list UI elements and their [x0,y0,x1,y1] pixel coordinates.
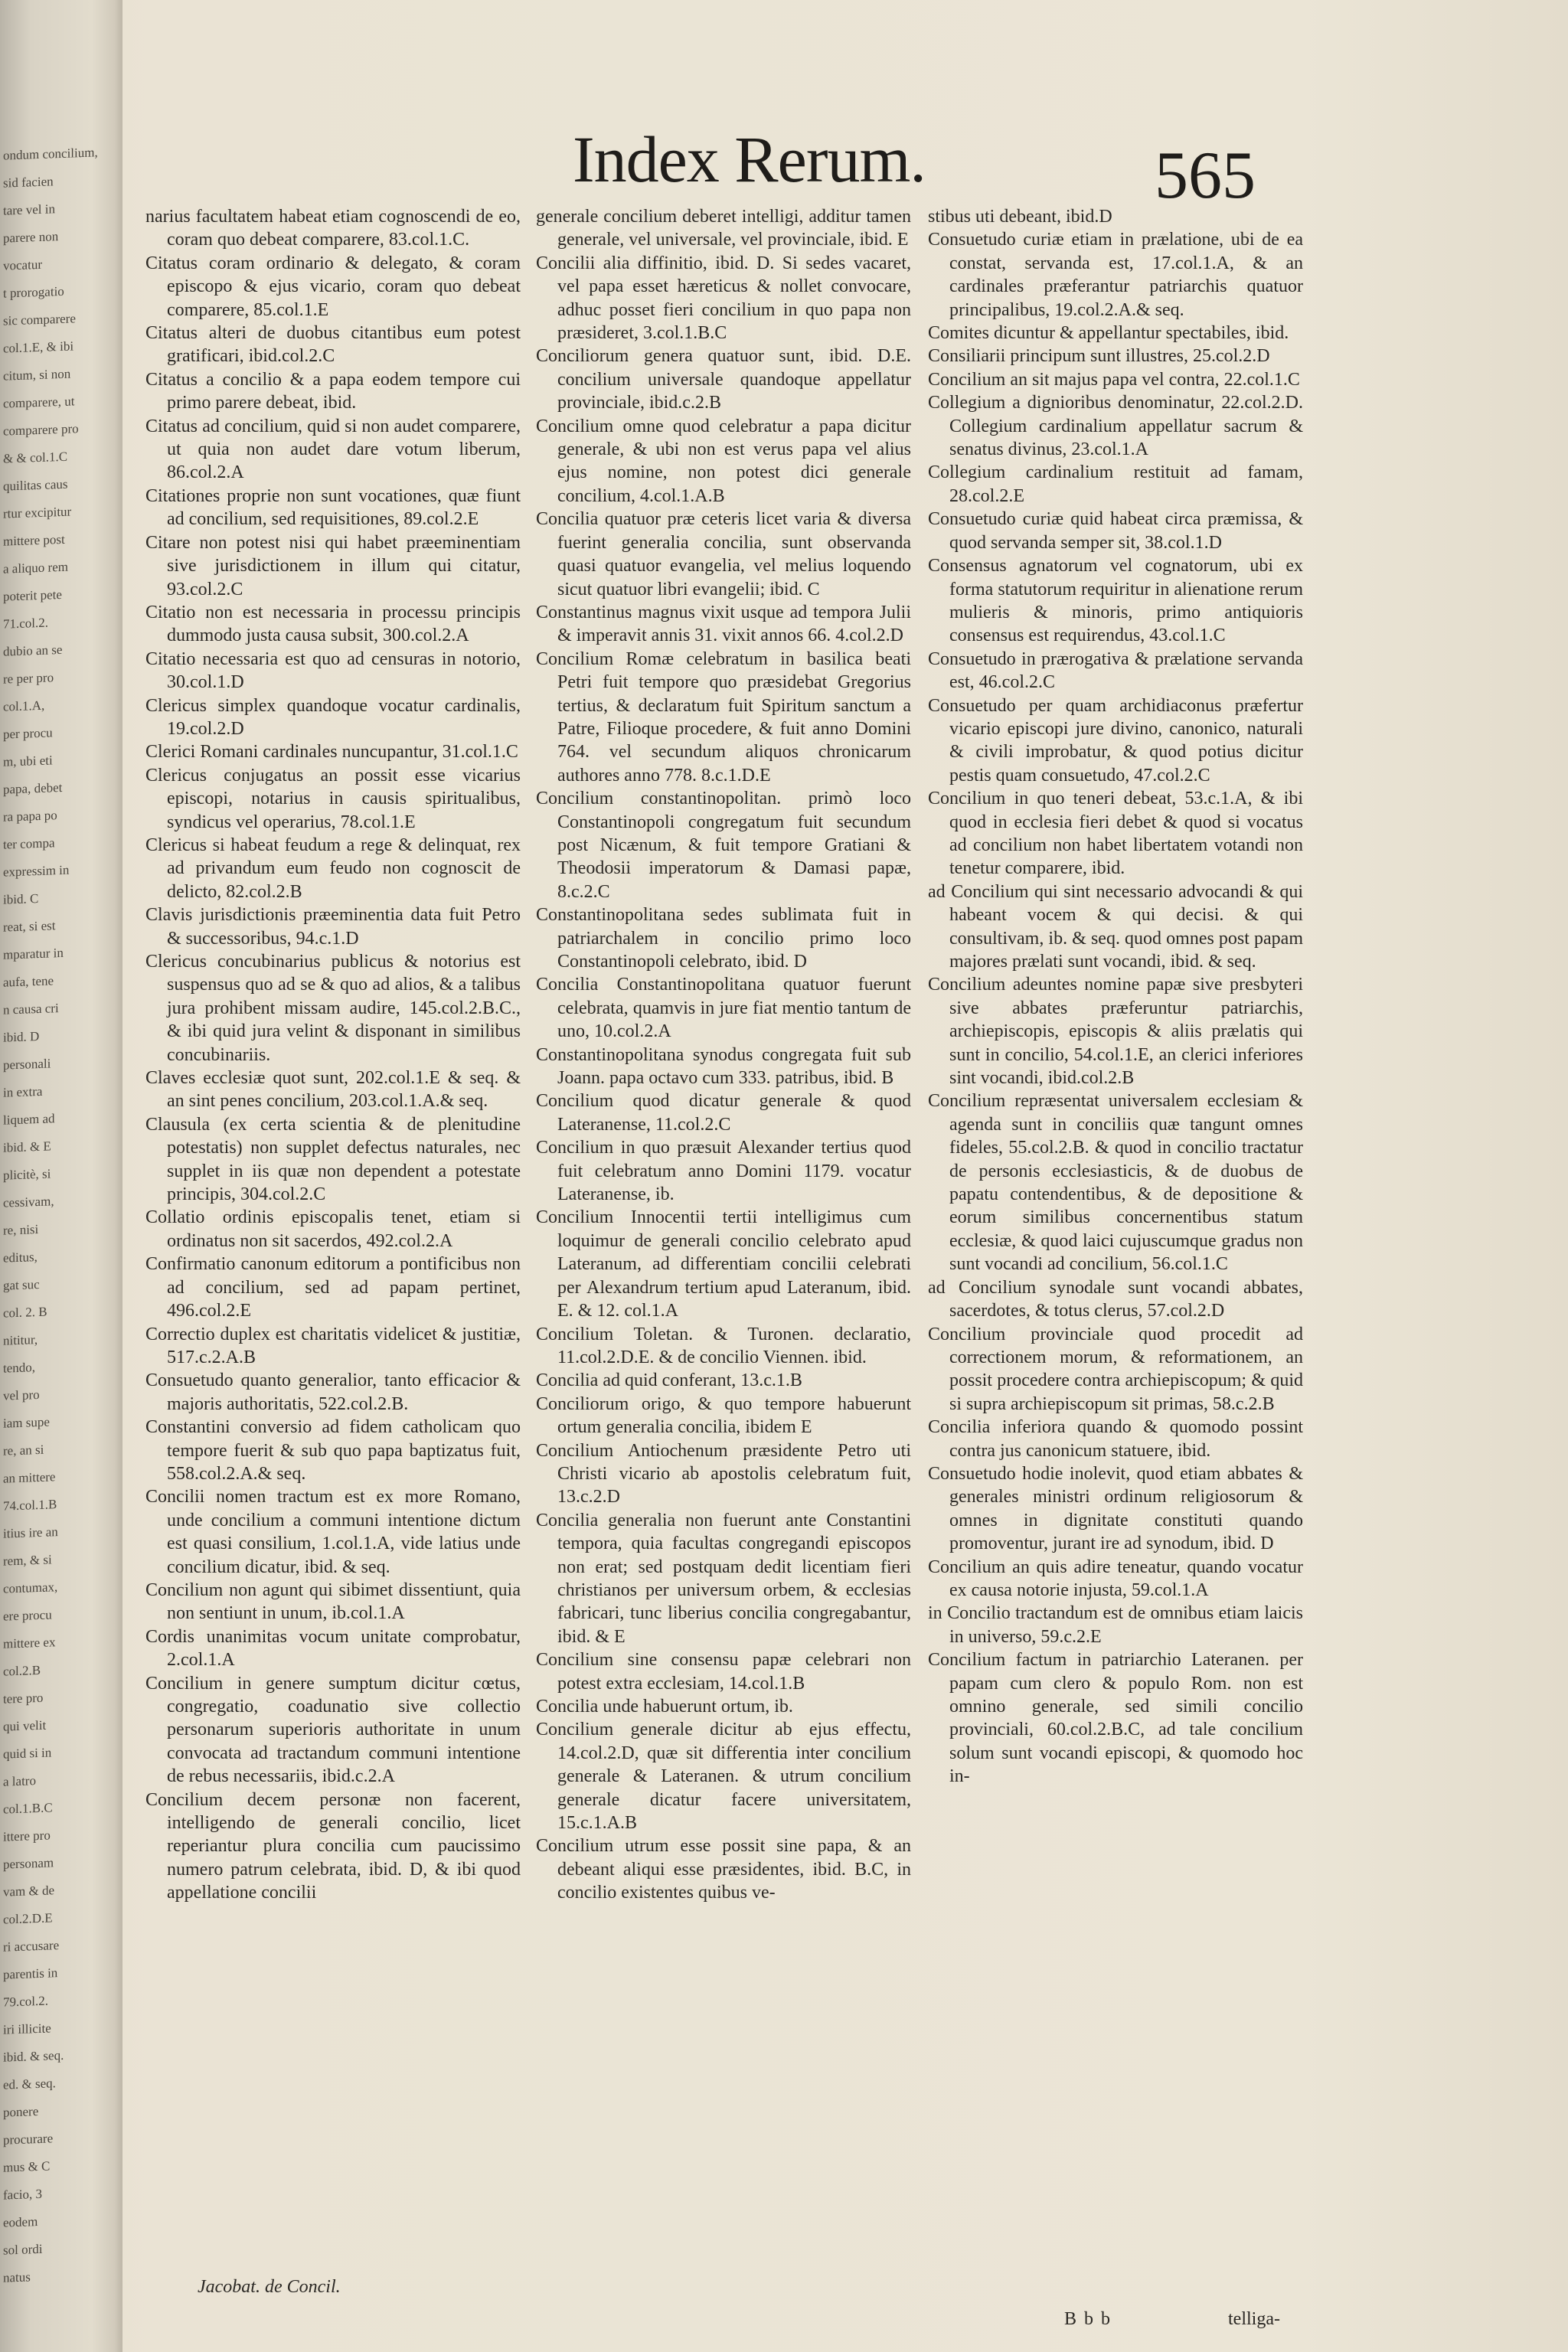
gutter-text-fragment: quid si in [3,1745,52,1762]
gutter-text-fragment: cessivam, [3,1194,54,1210]
index-entry: Concilium utrum esse possit sine papa, & an debeant aliqui esse præsidentes, ibid. B.C, in concilio existentes quibus ve- [536,1836,911,1903]
index-entry: Cordis unanimitas vocum unitate comprobatur, 2.col.1.A [145,1626,521,1671]
index-entry: Concilium non agunt qui sibimet dissentiunt, quia non sentiunt in unum, ib.col.1.A [145,1579,521,1624]
index-entry: Collegium a dignioribus denominatur, 22.col.2.D. Collegium cardinalium appellatur sacrum & senatus divinus, 23.col.1.A [928,393,1303,460]
index-entry: Consiliarii principum sunt illustres, 25.col.2.D [928,346,1270,367]
index-entry: Concilium constantinopolitan. primò loco Constantinopoli congregatum fuit secundum post Nicænum, & fuit tempore Gratiani & Theodosii imperatorum & Damasi papæ, 8.c.2.C [536,789,911,902]
gutter-text-fragment: re per pro [3,670,54,687]
gutter-text-fragment: personali [3,1056,51,1073]
index-entry: ad Concilium qui sint necessario advocandi & qui habeant vocem & qui decisi. & qui consultivam, ib. & seq. quod omnes post papam majores prælati sunt vocandi, ibid. & seq. [928,881,1303,972]
gutter-text-fragment: qui velit [3,1717,47,1734]
gutter-text-fragment: personam [3,1855,54,1872]
index-entry: Citatio necessaria est quo ad censuras in notorio, 30.col.1.D [145,648,521,693]
index-entry: Constantinopolitana sedes sublimata fuit in patriarchalem in concilio primo loco Constantinopoli celebrato, ibid. D [536,905,911,972]
index-entry: Claves ecclesiæ quot sunt, 202.col.1.E & seq. & an sint penes concilium, 203.col.1.A.& seq. [145,1068,521,1112]
index-entry: ad Concilium synodale sunt vocandi abbates, sacerdotes, & totus clerus, 57.col.2.D [928,1277,1303,1321]
gutter-text-fragment: & & col.1.C [3,449,68,466]
gutter-text-fragment: n causa cri [3,1001,59,1018]
index-entry: in Concilio tractandum est de omnibus etiam laicis in universo, 59.c.2.E [928,1603,1303,1647]
index-entry: Constantinopolitana synodus congregata fuit sub Joann. papa octavo cum 333. patribus, ibid. B [536,1044,911,1089]
index-entry: Concilium generale dicitur ab ejus effectu, 14.col.2.D, quæ sit differentia inter concilium generale & Lateranen. & utrum concilium generale dicatur facere universitatem, 15.c.1.A.B [536,1720,911,1834]
gutter-text-fragment: citum, si non [3,366,71,384]
index-entry: Concilium an quis adire teneatur, quando vocatur ex causa notorie injusta, 59.col.1.A [928,1557,1303,1600]
gutter-text-fragment: procurare [3,2131,54,2148]
index-entry: Concilia inferiora quando & quomodo possint contra jus canonicum statuere, ibid. [928,1417,1303,1461]
gutter-text-fragment: quilitas caus [3,476,68,494]
index-entry: Citare non potest nisi qui habet præeminentiam sive jurisdictionem in illum qui citatur, 93.col.2.C [145,532,521,599]
index-column-2 [536,205,911,2288]
index-entry: Concilium adeuntes nomine papæ sive presbyteri sive abbates præferuntur patriarchis, archiepiscopis, episcopis & aliis prælatis qui sunt in concilio, 54.col.1.E, an clerici inferiores sint vocandi, ibid.col.2.B [928,975,1303,1089]
gutter-text-fragment: expressim in [3,862,70,880]
gutter-text-fragment: mparatur in [3,945,64,962]
index-entry: stibus uti debeant, ibid.D [928,207,1112,227]
index-entry: Concilium provinciale quod procedit ad correctionem morum, & reformationem, an possit procedere contra archiepiscopum; & quid si supra archiepiscopum sit primas, 58.c.2.B [928,1324,1303,1414]
gutter-text-fragment: ere procu [3,1607,52,1624]
index-entry: Collatio ordinis episcopalis tenet, etiam si ordinatus non sit sacerdos, 492.col.2.A [145,1207,521,1251]
index-entry: Concilium decem personæ non facerent, intelligendo de generali concilio, licet reperiantur plura concilia cum paucissimo numero patrum celebrata, ibid. D, & ibi quod appellatione concilii [145,1789,521,1903]
index-entry: Concilium repræsentat universalem ecclesiam & agenda sunt in conciliis quæ tangunt omnes fideles, 55.col.2.B. & quod in concilio tractatur de personis ecclesiasticis, & de duobus de papatu contendentibus, & de depositione & eorum similibus concernentibus statum ecclesiæ, & quod laici cujuscumque gradus non sunt vocandi ad concilium, 56.col.1.C [928,1091,1303,1275]
index-entry: Concilia ad quid conferant, 13.c.1.B [536,1370,802,1391]
gutter-text-fragment: 71.col.2. [3,615,49,632]
index-entry: Conciliorum origo, & quo tempore habuerunt ortum generalia concilia, ibidem E [536,1393,911,1438]
index-entry: Concilium Innocentii tertii intelligimus cum loquimur de generali concilio celebrato apud Lateranum, ad differentiam concilii celebrati per Alexandrum tertium apud Lateranum, ibid. E. & 12. col.1.A [536,1207,911,1321]
index-entry: Citatus ad concilium, quid si non audet comparere, ut quia non audet dare votum liberum, 86.col.2.A [145,416,521,483]
index-entry: Concilia unde habuerunt ortum, ib. [536,1697,793,1717]
index-entry: Collegium cardinalium restituit ad famam, 28.col.2.E [928,462,1303,506]
gutter-text-fragment: mittere ex [3,1635,56,1651]
index-entry: Clavis jurisdictionis præeminentia data fuit Petro & successoribus, 94.c.1.D [145,905,521,949]
gutter-text-fragment: m, ubi eti [3,753,53,769]
index-entry: Citationes proprie non sunt vocationes, quæ fiunt ad concilium, sed requisitiones, 89.col.2.E [145,485,521,530]
gutter-text-fragment: tare vel in [3,201,55,218]
gutter-text-fragment: vel pro [3,1387,40,1403]
gutter-text-fragment: col.1.E, & ibi [3,338,74,356]
page-number: 565 [1155,139,1256,213]
index-entry: Comites dicuntur & appellantur spectabiles, ibid. [928,323,1289,344]
gutter-text-fragment: papa, debet [3,779,63,797]
gutter-text-fragment: in extra [3,1083,43,1100]
gutter-text-fragment: natus [3,2269,31,2285]
index-entry: Citatio non est necessaria in processu principis dummodo justa causa subsit, 300.col.2.A [145,602,521,646]
index-entry: Consuetudo quanto generalior, tanto efficacior & majoris authoritatis, 522.col.2.B. [145,1370,521,1414]
gutter-text-fragment: plicitè, si [3,1166,51,1183]
gutter-text-fragment: col.2.B [3,1662,41,1679]
index-entry: Constantinus magnus vixit usque ad tempora Julii & imperavit annis 31. vixit annos 66. 4.col.2.D [536,602,911,646]
index-entry: Concilium in genere sumptum dicitur cœtus, congregatio, coadunatio sive collectio personarum superioris authoritate in unum convocata ad tractandum communi intentione de rebus necessariis, ibid.c.2.A [145,1673,521,1787]
index-entry: Correctio duplex est charitatis videlicet & justitiæ, 517.c.2.A.B [145,1324,521,1367]
index-entry: Conciliorum genera quatuor sunt, ibid. D.E. concilium universale quandoque appellatur provinciale, ibid.c.2.B [536,346,911,413]
gutter-text-fragment: ibid. & E [3,1138,51,1155]
gutter-text-fragment: mittere post [3,531,65,549]
gutter-text-fragment: rem, & si [3,1552,52,1569]
gutter-text-fragment: col.1.B.C [3,1800,53,1817]
index-entry: Concilium omne quod celebratur a papa dicitur generale, & ubi non est verus papa vel alius ejus nomine, non potest dici generale concilium, 4.col.1.A.B [536,416,911,506]
gutter-text-fragment: re, nisi [3,1222,39,1238]
catchword: telliga- [1228,2309,1280,2329]
index-entry: Concilium in quo præsuit Alexander tertius quod fuit celebratum anno Domini 1179. vocatur Lateranense, ib. [536,1138,911,1205]
index-entry: narius facultatem habeat etiam cognoscendi de eo, coram quo debeat comparere, 83.col.1.C. [145,207,521,250]
index-entry: Consuetudo curiæ quid habeat circa præmissa, & quod servanda semper sit, 38.col.1.D [928,509,1303,553]
gutter-text-fragment: per procu [3,725,53,742]
index-entry: Concilii alia diffinitio, ibid. D. Si sedes vacaret, vel papa esset hæreticus & nollet convocare, adhuc posset fieri concilium in quo papa non præsideret, 3.col.1.B.C [536,253,911,344]
index-entry: Constantini conversio ad fidem catholicam quo tempore fuerit & sub quo papa baptizatus fuit, 558.col.2.A.& seq. [145,1417,521,1484]
gutter-text-fragment: editus, [3,1250,38,1266]
index-entry: Clericus concubinarius publicus & notorius est suspensus quo ad se & quo ad alios, & a talibus jura prohibent missam audire, 145.col.2.B.C., & ibi quid jura velint & disponant in similibus concubinariis. [145,952,521,1065]
index-entry: Clericus conjugatus an possit esse vicarius episcopi, notarius in causis spiritualibus, syndicus vel operarius, 78.col.1.E [145,765,521,832]
gutter-text-fragment: iam supe [3,1414,50,1431]
index-entry: Clausula (ex certa scientia & de plenitudine potestatis) non supplet defectus naturales, nec supplet in iis quæ non dependent a potestate principis, 304.col.2.C [145,1114,521,1205]
gutter-text-fragment: poterit pete [3,586,62,604]
gutter-text-fragment: rtur excipitur [3,504,72,521]
gutter-text-fragment: ri accusare [3,1938,60,1955]
gutter-text-fragment: dubio an se [3,642,63,659]
gutter-text-fragment: reat, si est [3,918,56,935]
gutter-text-fragment: t prorogatio [3,283,64,301]
gutter-text-fragment: vocatur [3,256,42,273]
gutter-text-fragment: contumax, [3,1579,58,1596]
signature-mark: Bbb [1064,2309,1119,2329]
gutter-text-fragment: liquem ad [3,1111,55,1128]
index-entry: generale concilium deberet intelligi, additur tamen generale, vel universale, vel provinciale, ibid. E [536,207,911,250]
gutter-text-fragment: tere pro [3,1690,44,1707]
index-entry: Concilium factum in patriarchio Lateranen. per papam cum clero & populo Rom. non est omnino generale, sed simili concilio provinciali, 60.col.2.B.C, ad tale concilium solum sunt vocandi episcopi, & quomodo hoc in- [928,1650,1303,1787]
page-title: Index Rerum. [573,122,926,196]
index-entry: Concilia quatuor præ ceteris licet varia & diversa fuerint generalia concilia, sunt observanda quasi quatuor evangelia, vel melius loquendo sicut quatuor libri evangelii; ibid. C [536,509,911,599]
index-entry: Consuetudo curiæ etiam in prælatione, ubi de ea constat, servanda est, 17.col.1.A, & an cardinales præferantur patriarchis quatuor principalibus, 19.col.2.A.& seq. [928,230,1303,320]
gutter-text-fragment: an mittere [3,1469,56,1486]
index-column-3 [928,205,1303,2288]
gutter-text-fragment: aufa, tene [3,973,54,990]
gutter-text-fragment: nititur, [3,1332,38,1348]
index-entry: Citatus coram ordinario & delegato, & coram episcopo & ejus vicario, coram quo debeat comparere, 85.col.1.E [145,253,521,320]
gutter-text-fragment: sic comparere [3,311,76,328]
gutter-text-fragment: iri illicite [3,2020,51,2037]
gutter-text-fragment: parentis in [3,1965,58,1982]
author-note: Jacobat. de Concil. [198,2277,341,2297]
gutter-text-fragment: 74.col.1.B [3,1497,57,1514]
gutter-text-fragment: sol ordi [3,2241,43,2258]
gutter-text-fragment: mus & C [3,2158,51,2175]
gutter-text-fragment: 79.col.2. [3,1993,49,2010]
gutter-text-fragment: facio, 3 [3,2186,42,2203]
gutter-text-fragment: itius ire an [3,1524,58,1541]
index-entry: Consensus agnatorum vel cognatorum, ubi ex forma statutorum requiritur in alienatione rerum mulieris & minoris, primo antiquioris consensus est requirendus, 43.col.1.C [928,556,1303,646]
index-entry: Clerici Romani cardinales nuncupantur, 31.col.1.C [145,742,518,763]
index-entry: Concilium an sit majus papa vel contra, 22.col.1.C [928,369,1300,390]
index-entry: Concilium Toletan. & Turonen. declaratio, 11.col.2.D.E. & de concilio Viennen. ibid. [536,1324,911,1367]
index-entry: Consuetudo per quam archidiaconus præfertur vicario episcopi jure divino, canonico, naturali & civili improbatur, & quod potius dicitur pestis quam consuetudo, 47.col.2.C [928,695,1303,786]
index-entry: Concilium sine consensu papæ celebrari non potest extra ecclesiam, 14.col.1.B [536,1650,911,1694]
index-entry: Concilium Antiochenum præsidente Petro uti Christi vicario ab apostolis celebratum fuit, 13.c.2.D [536,1440,911,1508]
gutter-text-fragment: ter compa [3,835,55,852]
index-entry: Citatus a concilio & a papa eodem tempore cui primo parere debeat, ibid. [145,369,521,413]
gutter-text-fragment: eodem [3,2214,38,2230]
gutter-text-fragment: sid facien [3,174,54,191]
index-entry: Concilia generalia non fuerunt ante Constantini tempora, quia facultas congregandi episcopos non erat; sed postquam dedit licentiam fieri christianos per universum orbem, & ecclesias fabricari, tunc liberius concilia congregabantur, ibid. & E [536,1510,911,1647]
gutter-text-fragment: col.2.D.E [3,1910,53,1927]
gutter-text-fragment: ittere pro [3,1828,51,1844]
index-entry: Clericus si habeat feudum a rege & delinquat, rex ad privandum eum feudo non cognoscit de delicto, 82.col.2.B [145,835,521,902]
gutter-text-fragment: gat suc [3,1276,40,1293]
gutter-text-fragment: tendo, [3,1360,36,1376]
index-entry: Clericus simplex quandoque vocatur cardinalis, 19.col.2.D [145,695,521,739]
index-entry: Concilium quod dicatur generale & quod Lateranense, 11.col.2.C [536,1091,911,1135]
gutter-text-fragment: a aliquo rem [3,559,68,577]
gutter-text-fragment: ibid. & seq. [3,2047,64,2065]
index-entry: Consuetudo hodie inolevit, quod etiam abbates & generales ministri ordinum religiosorum & omnes in dignitate constituti quando promoventur, jurant ire ad synodum, ibid. D [928,1463,1303,1554]
index-entry: Consuetudo in prærogativa & prælatione servanda est, 46.col.2.C [928,648,1303,693]
gutter-text-fragment: a latro [3,1773,36,1789]
gutter-text-fragment: ibid. C [3,891,39,907]
index-entry: Concilii nomen tractum est ex more Romano, unde concilium a communi intentione dictum est quasi consilium, 1.col.1.A, vide latius unde concilium dicatur, ibid. & seq. [145,1487,521,1577]
gutter-text-fragment: ponere [3,2104,39,2120]
gutter-text-fragment: ondum concilium, [3,145,98,163]
gutter-text-fragment: comparere, ut [3,394,75,411]
index-entry: Confirmatio canonum editorum a pontificibus non ad concilium, sed ad papam pertinet, 496.col.2.E [145,1254,521,1321]
gutter-text-fragment: comparere pro [3,421,79,439]
index-entry: Concilia Constantinopolitana quatuor fuerunt celebrata, quamvis in jure fiat mentio tantum de uno, 10.col.2.A [536,975,911,1042]
gutter-text-fragment: vam & de [3,1883,55,1900]
gutter-text-fragment: ed. & seq. [3,2076,56,2092]
index-entry: Concilium in quo teneri debeat, 53.c.1.A, & ibi quod in ecclesia fieri debet & quod si vocatus ad concilium non habet libertatem votandi non tenetur comparere, ibid. [928,789,1303,879]
facing-page-gutter [0,0,122,2352]
index-entry: Concilium Romæ celebratum in basilica beati Petri fuit tempore quo præsidebat Gregorius tertius, & declaratum fuit Spiritum sanctum a Patre, Filioque procedere, & fuit anno Domini 764. vel secundum aliquos chronicarum authores anno 778. 8.c.1.D.E [536,648,911,786]
gutter-text-fragment: re, an si [3,1442,44,1459]
index-column-1 [145,205,521,2288]
gutter-text-fragment: parere non [3,229,59,246]
gutter-text-fragment: col.1.A, [3,697,45,714]
gutter-text-fragment: ra papa po [3,808,57,825]
index-entry: Citatus alteri de duobus citantibus eum potest gratificari, ibid.col.2.C [145,323,521,367]
gutter-text-fragment: col. 2. B [3,1304,47,1321]
gutter-text-fragment: ibid. D [3,1028,40,1045]
